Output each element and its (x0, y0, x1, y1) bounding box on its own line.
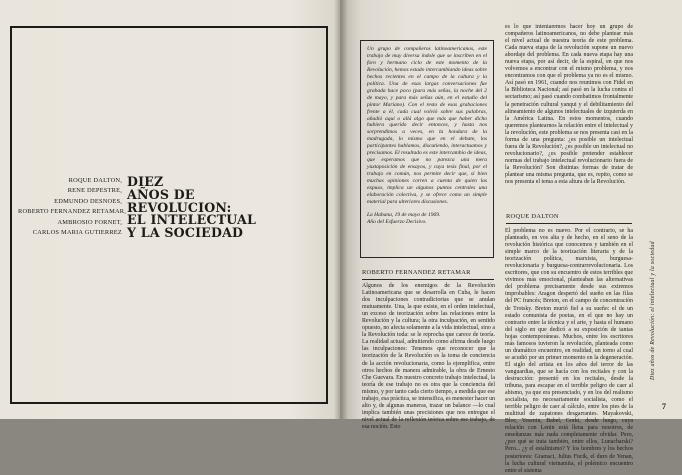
intro-signature-date: La Habana, 19 de mayo de 1969. (367, 211, 441, 218)
dalton-top-text: es lo que intentaremos hacer hoy un grupo de compañeros latinoamericanos, no debe plantear más el nivel actual de nuestra teoría de este problema. Cada nueva etapa de la revolución supone un nuevo abordaje del problema. En cada nueva etapa hay una nueva etapa, por así decir, de la espiral, en que nos volvemos a encontrar con el mismo problema, y nos encontramos con que el problema ya no es el mismo. Así pasó en 1961, cuando nos reunimos con Fidel en la Biblioteca Nacional; así pasó en la lucha contra el sectarismo; así pasó cuando combatimos frontalmente la penetración cultural yanqui y el debilitamiento del alineamiento de algunos intelectuales de izquierda en la América Latina. En estos momentos, cuando queremos plantearnos la relación entre el intelectual y la revolución, este problema se nos presenta casi en la forma de una pregunta: ¿es posible un intelectual fuera de la Revolución?, ¿es posible un intelectual no revolucionario?, ¿es posible pretender establecer normas del trabajo intelectual revolucionario fuera de la Revolución? Son distintas formas de tratar de plantear una misma pregunta, que es, repito, como se nos presenta el tema a esta altura de la Revolución. (505, 24, 633, 186)
page-number: 7 (662, 402, 666, 411)
retamar-heading: ROBERTO FERNANDEZ RETAMAR (362, 269, 471, 276)
title-line: AÑOS DE (127, 186, 195, 202)
author-name: ROQUE DALTON, (68, 177, 122, 184)
author-name: AMBROSIO FORNET, (57, 218, 122, 226)
author-name: EDMUNDO DESNOES, (54, 197, 122, 205)
title-line: DIEZ (127, 174, 164, 189)
author-name: CARLOS MARIA GUTIERREZ (32, 229, 122, 237)
title-line: REVOLUCION: (127, 199, 232, 215)
article-title (127, 176, 277, 240)
title-line: EL INTELECTUAL (127, 212, 257, 228)
intro-signature-event: Año del Esfuerzo Decisivo. (367, 218, 427, 225)
intro-text: Un grupo de compañeros latinoamericanos, este trabajo de muy diversa índole que se inscriben en el foro y hermano ciclo de este momento de la Revolución, hemos estado intercambiando ideas sobre hechos recientes en el campo de la cultura y la política. Una de esas largas conversaciones fue grabada hace poco (para más señas, la noche del 2 de mayo, y para más señas aún, en el estudio del pintor Mariano). Con el resto de esas grabaciones frente a él, cada cual volvió sobre sus palabras, añadió aquí o allá algo que más que haber dicho hubiera querido decir entonces, y hasta nos sorprendimos a veces, en la hondura de la madrugada, lo mismo que en el debate, los participantes hablamos, discutiendo, interactuamos y precisamos. El resultado es este intercambio de ideas, que esperamos que no parezca una mera yuxtaposición de ensayos, y cuya tesis final, por el trabajo en común, nos permite decir que, si bien muchas opiniones corren a cuenta de quien las expuso, implica un algunos puntos centrales una elaboración colectiva, y se ofrece como un simple material para ulteriores discusiones. (367, 46, 487, 205)
retamar-text: Algunos de los enemigos de la Revolución Latinoamericana que se desarrolla en Cuba, le hacen dos inculpaciones contradictorias que se anulan mutuamente. Una, la que existe, en el orden intelectual, un exceso de teorización sobre las relaciones entre la Revolución y la cultura; la otra inculpación, en sentido opuesto, no afecta solamente a la vida intelectual, sino a la Revolución toda: se le reprocha que carece de teoría. La realidad actual, admitiendo como afirma desde luego las inculpaciones: Tenemos que reconocer que la teorización de la Revolución es la toma de conciencia de la acción revolucionaria, como la ejemplifica, entre otros hechos de manera admirable, la obra de Ernesto Che Guevara. En nuestro concreto trabajo intelectual, la teoría de ese trabajo no es otra que la conciencia del mismo, y por tanto cada cierto tiempo, a medida que ese trabajo, esa práctica, se intensifica, es menester hacer un alto y, de algunas maneras, trazar un balance —lo cual implica también unas precisiones que nos entregue el nivel actual de la reflexión teórica sobre ese trabajo, de esa noción. Esto (362, 283, 495, 430)
page-gutter (334, 0, 348, 419)
author-name: ROBERTO FERNANDEZ RETAMAR, (18, 208, 127, 216)
running-head: Diez años de Revolución: el intelectual y la sociedad (650, 241, 656, 380)
intro-box (360, 40, 494, 258)
author-name: RENE DEPESTRE, (67, 187, 122, 195)
left-page (0, 0, 340, 419)
dalton-heading: ROQUE DALTON (506, 213, 559, 220)
retamar-rule (362, 279, 494, 280)
dalton-rule (506, 223, 632, 224)
author-list (18, 176, 127, 238)
dalton-text: El problema no es nuevo. Por el contrario, se ha planteado, en vos alta y de hecho, en el seno de la revolución histórica que conocemos y también en el simple marco de la teorización literaria y de la teorización política, marxista, burguesa-revolucionaria y burguesa-contrarrevolucionaria. Los escritores, que con su encuentro de estos terribles que vivimos más emocional, planteaban las alternativas del problema precisamente desde sus extremos improbables: Aragon despertó del sueño en las filas del PC francés; Breton, en el campo de concentración de Trotsky. Breton murió fiel a su sueño: el de un estado comunista de poetas, en el que no hay un contrario entre la técnica y el arte, y hasta el humano del siglo en que dedicó a su exposición de tantas hojas contemporáneas. Muchos, entre los escritores más famosos tuvieron la revolución, planteada como un dramático encuentro, en realidad, un torno al cual se acudió por un primer momento en la degeneración. El siglo del artista en los años del terror de las vanguardias, que se hacía con los recitales y con la destrucción: presentó en los recitales, desde la tribuna, para escapar en el terrible peligro de caer al abismo, ya que era presenciado, y en los del realismo socialista, no necesariamente socialista, como el terrible peligro de caer al cálculo, entre los pies de la multitud de zapatones desgarrantes. Mayakovski, Bloc, Yesenin, Babel, Gorki, desde luego, cuya relación con Lenin está llena para nosotros, de enseñanzas más nada completamente olvidar. Pero, ¿por qué se trata también, entre ellos, Lunacharski? Pero... ¿y el estalinismo? Y los hombres y los hechos posteriores: Gramsci, Julius Fucik, el duro de Yenan, la lucha cultural vietnamita, el polémico encuentro entre el sistema (505, 228, 633, 474)
title-line: Y LA SOCIEDAD (127, 225, 244, 241)
